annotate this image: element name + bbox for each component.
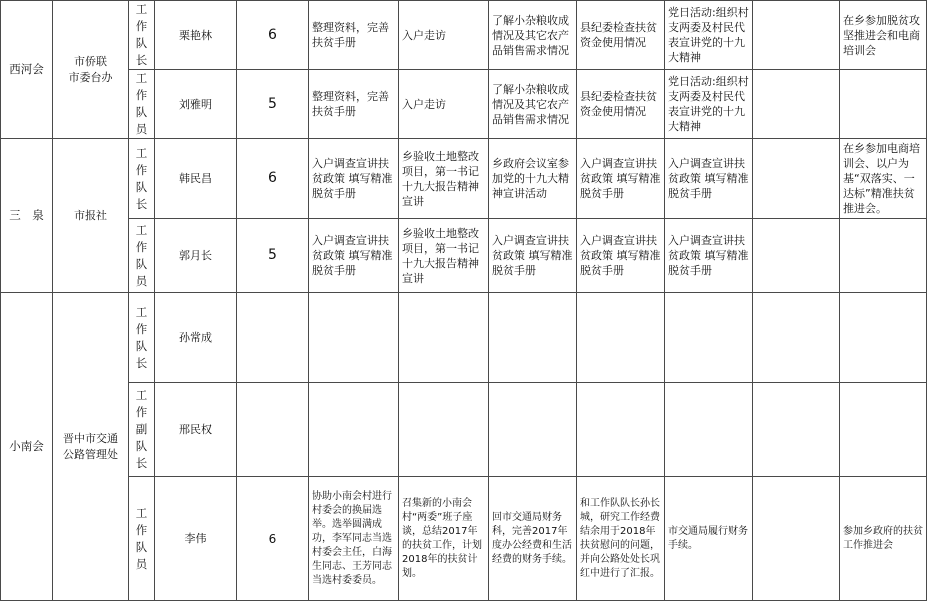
activity-cell: 乡验收土地整改项目，第一书记十九大报告精神宣讲 (399, 139, 489, 219)
activity-cell: 县纪委检查扶贫资金使用情况 (577, 1, 665, 70)
table-row (1, 70, 927, 139)
role-cell: 工作队长 (129, 1, 155, 70)
village-cell: 西河会 (1, 1, 53, 139)
activity-cell: 入户调查宣讲扶贫政策 填写精准脱贫手册 (489, 219, 577, 293)
days-cell (237, 293, 309, 383)
member-name: 韩民昌 (155, 139, 237, 219)
activity-cell: 入户调查宣讲扶贫政策 填写精准脱贫手册 (309, 219, 399, 293)
activity-cell: 入户调查宣讲扶贫政策 填写精准脱贫手册 (665, 139, 753, 219)
activity-cell (840, 219, 927, 293)
activity-cell (840, 70, 927, 139)
table-row (1, 139, 927, 219)
activity-cell: 入户调查宣讲扶贫政策 填写精准脱贫手册 (577, 139, 665, 219)
unit-cell: 市侨联 市委台办 (53, 1, 129, 139)
role-cell: 工作队长 (129, 293, 155, 383)
activity-cell: 了解小杂粮收成情况及其它农产品销售需求情况 (489, 70, 577, 139)
activity-cell: 党日活动:组织村支两委及村民代表宣讲党的十九大精神 (665, 1, 753, 70)
days-cell: 6 (237, 139, 309, 219)
days-cell: 5 (237, 219, 309, 293)
member-name: 邢民权 (155, 383, 237, 477)
member-name: 郭月长 (155, 219, 237, 293)
activity-cell: 召集新的小南会村“两委”班子座谈，总结2017年的扶贫工作，计划2018年的扶贫计划。 (399, 477, 489, 601)
member-name: 李伟 (155, 477, 237, 601)
role-cell: 工作队员 (129, 219, 155, 293)
village-cell: 小南会 (1, 293, 53, 601)
activity-cell: 入户调查宣讲扶贫政策 填写精准脱贫手册 (577, 219, 665, 293)
days-cell (237, 383, 309, 477)
activity-cell (840, 383, 927, 477)
activity-cell: 县纪委检查扶贫资金使用情况 (577, 70, 665, 139)
days-cell: 6 (237, 477, 309, 601)
member-name: 刘雅明 (155, 70, 237, 139)
activity-cell: 乡验收土地整改项目，第一书记十九大报告精神宣讲 (399, 219, 489, 293)
unit-cell: 市报社 (53, 139, 129, 293)
role-cell: 工作队员 (129, 477, 155, 601)
days-cell: 5 (237, 70, 309, 139)
activity-cell: 入户走访 (399, 70, 489, 139)
unit-cell: 晋中市交通 公路管理处 (53, 293, 129, 601)
table-row (1, 383, 927, 477)
activity-cell: 在乡参加脱贫攻坚推进会和电商培训会 (840, 1, 927, 70)
activity-cell (753, 219, 840, 293)
member-name: 栗艳林 (155, 1, 237, 70)
days-cell: 6 (237, 1, 309, 70)
table-row (1, 219, 927, 293)
activity-cell (840, 293, 927, 383)
activity-cell: 参加乡政府的扶贫工作推进会 (840, 477, 927, 601)
activity-cell: 整理资料，完善扶贫手册 (309, 1, 399, 70)
role-cell: 工作副队长 (129, 383, 155, 477)
activity-cell: 和工作队队长孙长城，研究工作经费结余用于2018年扶贫慰问的问题，并向公路处处长巩红中进行了汇报。 (577, 477, 665, 601)
activity-cell: 市交通局履行财务手续。 (665, 477, 753, 601)
activity-cell: 协助小南会村进行村委会的换届选举。选举圆满成功，李军同志当选村委会主任，白海生同志、王芳同志当选村委委员。 (309, 477, 399, 601)
activity-cell (489, 293, 577, 383)
activity-cell (309, 293, 399, 383)
activity-cell: 入户调查宣讲扶贫政策 填写精准脱贫手册 (309, 139, 399, 219)
activity-cell (399, 383, 489, 477)
activity-cell (753, 477, 840, 601)
role-cell: 工作队员 (129, 70, 155, 139)
activity-cell (577, 293, 665, 383)
activity-cell (665, 293, 753, 383)
activity-cell: 回市交通局财务科，完善2017年度办公经费和生活经费的财务手续。 (489, 477, 577, 601)
activity-cell (753, 293, 840, 383)
activity-cell (665, 383, 753, 477)
activity-cell: 乡政府会议室参加党的十九大精神宣讲活动 (489, 139, 577, 219)
activity-cell (753, 139, 840, 219)
activity-cell (753, 383, 840, 477)
activity-cell (399, 293, 489, 383)
table-row (1, 293, 927, 383)
activity-cell: 入户走访 (399, 1, 489, 70)
activity-cell (753, 70, 840, 139)
member-name: 孙常成 (155, 293, 237, 383)
activity-cell (753, 1, 840, 70)
activity-cell: 整理资料，完善扶贫手册 (309, 70, 399, 139)
activity-cell (577, 383, 665, 477)
role-cell: 工作队长 (129, 139, 155, 219)
activity-cell: 了解小杂粮收成情况及其它农产品销售需求情况 (489, 1, 577, 70)
activity-cell: 在乡参加电商培训会、以户为基“双落实、一达标”精准扶贫推进会。 (840, 139, 927, 219)
table-row (1, 1, 927, 70)
village-cell: 三 泉 (1, 139, 53, 293)
table-row (1, 477, 927, 601)
activity-cell (489, 383, 577, 477)
activity-cell (309, 383, 399, 477)
activity-cell: 党日活动:组织村支两委及村民代表宣讲党的十九大精神 (665, 70, 753, 139)
activity-cell: 入户调查宣讲扶贫政策 填写精准脱贫手册 (665, 219, 753, 293)
